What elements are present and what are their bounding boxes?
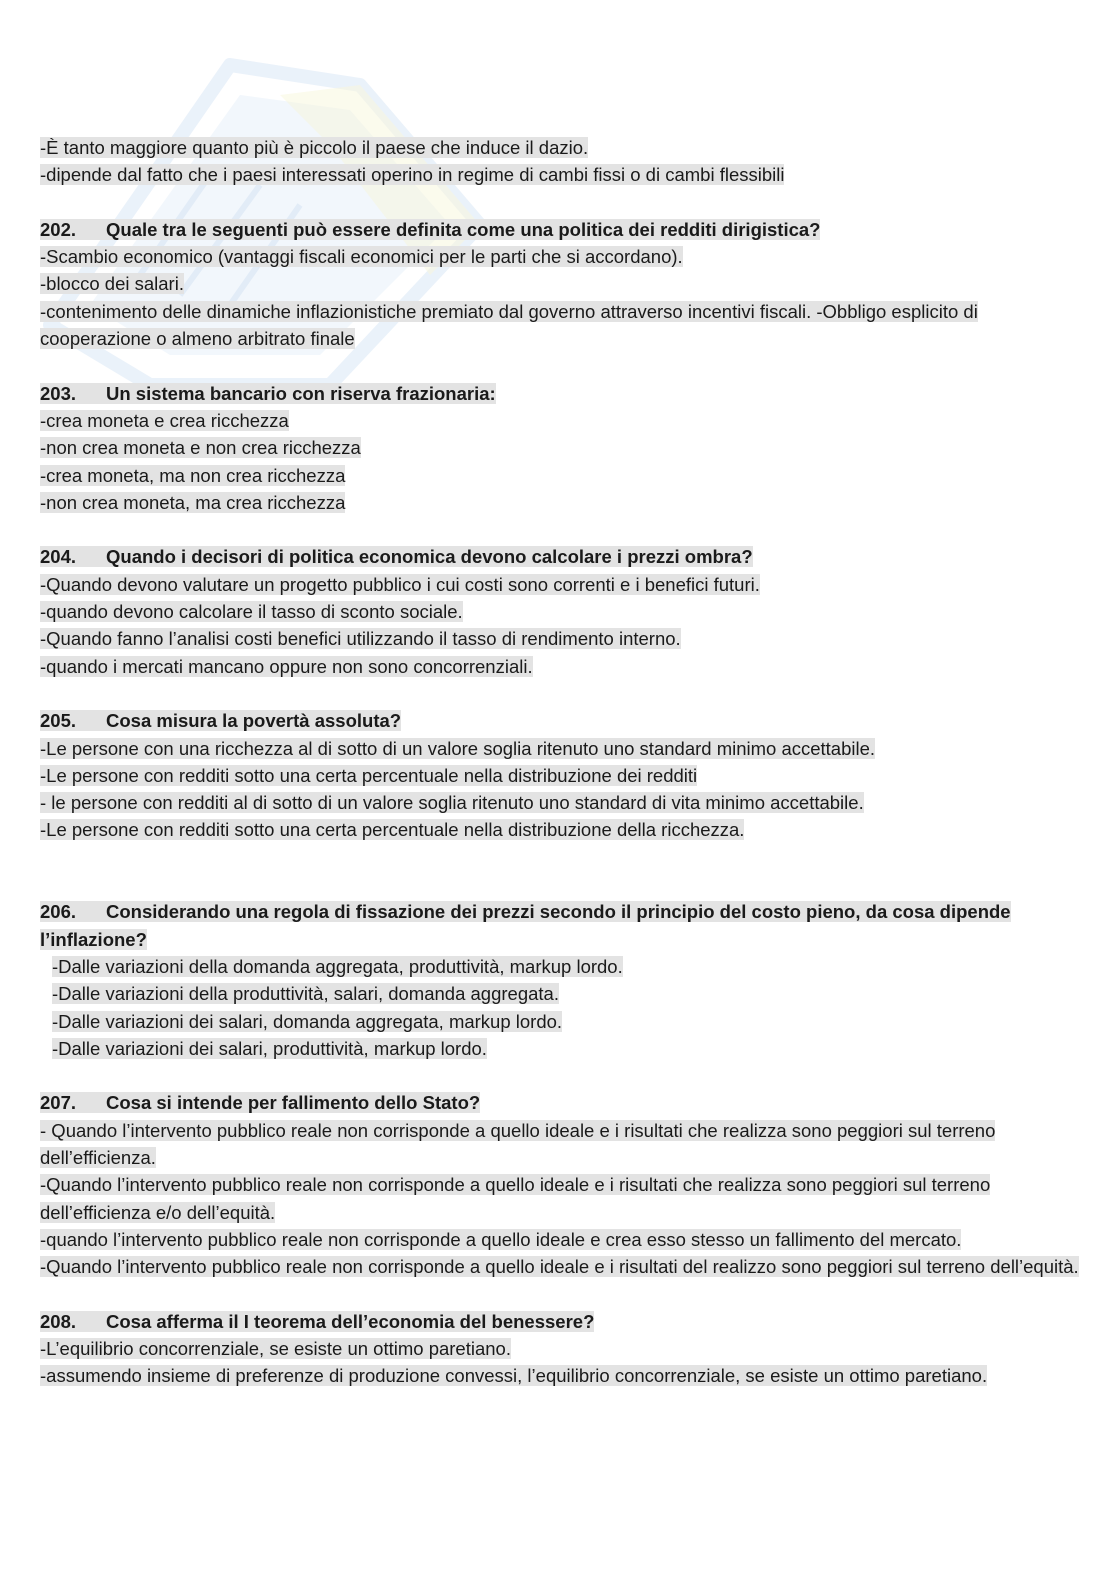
answer-option: -quando l’intervento pubblico reale non corrisponde a quello ideale e crea esso stesso un fallimento del mercato.: [40, 1228, 962, 1250]
intro-answer: -dipende dal fatto che i paesi interessati operino in regime di cambi fissi o di cambi flessibili: [40, 164, 785, 186]
answer-option: - Quando l’intervento pubblico reale non corrisponde a quello ideale e i risultati che realizza sono peggiori sul terreno dell’efficienza.: [40, 1119, 996, 1168]
answer-option: -Le persone con redditi sotto una certa percentuale nella distribuzione dei redditi: [40, 764, 698, 786]
answer-option: -non crea moneta, ma crea ricchezza: [40, 491, 346, 513]
answer-option: -Dalle variazioni della produttività, salari, domanda aggregata.: [52, 983, 559, 1005]
answer-option: -Quando l’intervento pubblico reale non corrisponde a quello ideale e i risultati del realizzo sono peggiori sul terreno dell’equità.: [40, 1256, 1079, 1278]
answer-option: -contenimento delle dinamiche inflazionistiche premiato dal governo attraverso incentivi fiscali. -Obbligo esplicito di cooperazione o almeno arbitrato finale: [40, 300, 978, 350]
answer-option: -Quando devono valutare un progetto pubblico i cui costi sono correnti e i benefici futuri.: [40, 573, 760, 595]
question-202: [40, 216, 1080, 243]
answer-option: -crea moneta, ma non crea ricchezza: [40, 464, 346, 486]
answer-option: -Quando l’intervento pubblico reale non corrisponde a quello ideale e i risultati che realizza sono peggiori sul terreno dell’efficienza e/o dell’equità.: [40, 1174, 991, 1223]
answer-option: -Dalle variazioni dei salari, produttività, markup lordo.: [52, 1037, 487, 1059]
question-text: Cosa afferma il I teorema dell’economia del benessere?: [106, 1310, 595, 1332]
question-205: [40, 707, 1080, 734]
answer-option: -assumendo insieme di preferenze di produzione convessi, l’equilibrio concorrenziale, se esiste un ottimo paretiano.: [40, 1365, 988, 1387]
answer-option: -L’equilibrio concorrenziale, se esiste un ottimo paretiano.: [40, 1338, 511, 1360]
question-number: 205.: [40, 710, 77, 732]
question-text: Considerando una regola di fissazione dei prezzi secondo il principio del costo pieno, da cosa dipende l’inflazione?: [40, 901, 1011, 950]
question-204: [40, 543, 1080, 570]
question-text: Cosa si intende per fallimento dello Stato?: [106, 1092, 481, 1114]
answer-option: -Le persone con redditi sotto una certa percentuale nella distribuzione della ricchezza.: [40, 819, 745, 841]
question-207: [40, 1089, 1080, 1116]
question-text: Un sistema bancario con riserva frazionaria:: [106, 382, 496, 404]
question-number: 202.: [40, 218, 77, 240]
question-text: Cosa misura la povertà assoluta?: [106, 710, 402, 732]
question-number: 208.: [40, 1310, 77, 1332]
answer-option: -Dalle variazioni dei salari, domanda aggregata, markup lordo.: [52, 1010, 563, 1032]
question-208: [40, 1308, 1080, 1335]
document-content: [40, 134, 1080, 1390]
question-203: [40, 380, 1080, 407]
answer-option: -Scambio economico (vantaggi fiscali economici per le parti che si accordano).: [40, 246, 683, 268]
answer-option: -non crea moneta e non crea ricchezza: [40, 437, 361, 459]
answer-option: -Quando fanno l’analisi costi benefici utilizzando il tasso di rendimento interno.: [40, 628, 681, 650]
answer-option: -quando i mercati mancano oppure non sono concorrenziali.: [40, 655, 533, 677]
question-number: 207.: [40, 1092, 77, 1114]
answer-option: -Le persone con una ricchezza al di sotto di un valore soglia ritenuto uno standard minimo accettabile.: [40, 737, 876, 759]
question-number: 203.: [40, 382, 77, 404]
question-text: Quale tra le seguenti può essere definita come una politica dei redditi dirigistica?: [106, 218, 821, 240]
answer-option: -crea moneta e crea ricchezza: [40, 409, 289, 431]
answer-option: -quando devono calcolare il tasso di sconto sociale.: [40, 601, 463, 623]
intro-answer: -È tanto maggiore quanto più è piccolo il paese che induce il dazio.: [40, 137, 589, 158]
question-206: [40, 898, 1080, 953]
question-number: 206.: [40, 901, 77, 923]
question-number: 204.: [40, 546, 77, 568]
question-text: Quando i decisori di politica economica devono calcolare i prezzi ombra?: [106, 546, 753, 568]
answer-option: -blocco dei salari.: [40, 273, 184, 295]
answer-option: - le persone con redditi al di sotto di un valore soglia ritenuto uno standard di vita minimo accettabile.: [40, 792, 864, 814]
answer-option: -Dalle variazioni della domanda aggregata, produttività, markup lordo.: [52, 955, 623, 977]
